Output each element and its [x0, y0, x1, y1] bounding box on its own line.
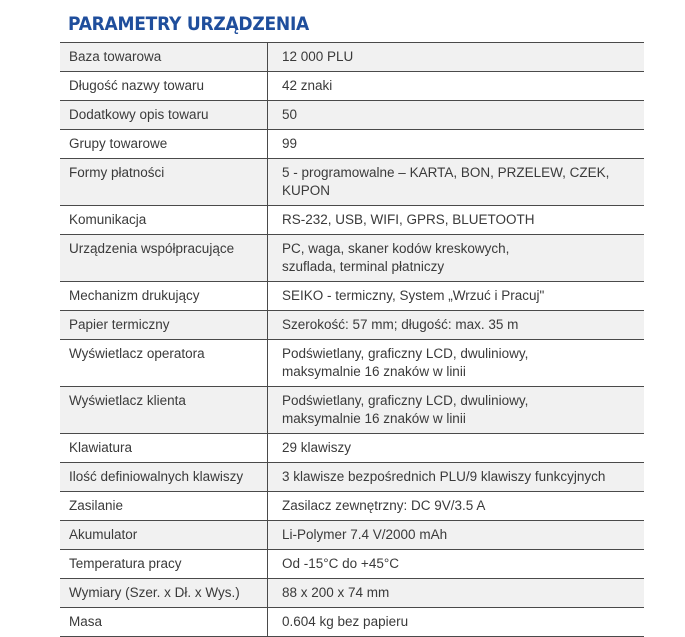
table-row — [60, 387, 644, 434]
row-label: Długość nazwy towaru — [60, 72, 268, 101]
row-value: Szerokość: 57 mm; długość: max. 35 m — [268, 311, 645, 340]
row-label: Formy płatności — [60, 159, 268, 206]
row-value: 42 znaki — [268, 72, 645, 101]
table-row — [60, 282, 644, 311]
row-value: RS-232, USB, WIFI, GPRS, BLUETOOTH — [268, 206, 645, 235]
row-value: Podświetlany, graficzny LCD, dwuliniowy, maksymalnie 16 znaków w linii — [268, 340, 645, 387]
table-row — [60, 311, 644, 340]
table-row — [60, 608, 644, 637]
row-label: Dodatkowy opis towaru — [60, 101, 268, 130]
row-value: 29 klawiszy — [268, 434, 645, 463]
row-value: Podświetlany, graficzny LCD, dwuliniowy, maksymalnie 16 znaków w linii — [268, 387, 645, 434]
table-row — [60, 130, 644, 159]
row-value: Od -15°C do +45°C — [268, 550, 645, 579]
row-value: 99 — [268, 130, 645, 159]
table-row — [60, 206, 644, 235]
row-label: Baza towarowa — [60, 43, 268, 72]
table-row — [60, 463, 644, 492]
row-label: Wymiary (Szer. x Dł. x Wys.) — [60, 579, 268, 608]
row-value: 3 klawisze bezpośrednich PLU/9 klawiszy funkcyjnych — [268, 463, 645, 492]
table-row — [60, 340, 644, 387]
row-value: Li-Polymer 7.4 V/2000 mAh — [268, 521, 645, 550]
row-value: Zasilacz zewnętrzny: DC 9V/3.5 A — [268, 492, 645, 521]
table-row — [60, 72, 644, 101]
row-value: 50 — [268, 101, 645, 130]
row-label: Masa — [60, 608, 268, 637]
page-title: PARAMETRY URZĄDZENIA — [68, 13, 310, 35]
row-label: Temperatura pracy — [60, 550, 268, 579]
row-value: 5 - programowalne – KARTA, BON, PRZELEW, CZEK, KUPON — [268, 159, 645, 206]
table-row — [60, 434, 644, 463]
table-row — [60, 43, 644, 72]
row-value: 88 x 200 x 74 mm — [268, 579, 645, 608]
row-label: Akumulator — [60, 521, 268, 550]
table-row — [60, 492, 644, 521]
row-label: Ilość definiowalnych klawiszy — [60, 463, 268, 492]
table-row — [60, 159, 644, 206]
row-label: Komunikacja — [60, 206, 268, 235]
row-label: Zasilanie — [60, 492, 268, 521]
row-label: Wyświetlacz klienta — [60, 387, 268, 434]
table-row — [60, 101, 644, 130]
row-value: 0.604 kg bez papieru — [268, 608, 645, 637]
row-label: Urządzenia współpracujące — [60, 235, 268, 282]
row-value: SEIKO - termiczny, System „Wrzuć i Pracuj" — [268, 282, 645, 311]
table-row — [60, 579, 644, 608]
parameters-table — [60, 42, 644, 637]
row-label: Mechanizm drukujący — [60, 282, 268, 311]
row-label: Papier termiczny — [60, 311, 268, 340]
table-row — [60, 550, 644, 579]
row-value: PC, waga, skaner kodów kreskowych, szuflada, terminal płatniczy — [268, 235, 645, 282]
row-label: Wyświetlacz operatora — [60, 340, 268, 387]
row-label: Klawiatura — [60, 434, 268, 463]
table-row — [60, 521, 644, 550]
row-value: 12 000 PLU — [268, 43, 645, 72]
row-label: Grupy towarowe — [60, 130, 268, 159]
table-row — [60, 235, 644, 282]
